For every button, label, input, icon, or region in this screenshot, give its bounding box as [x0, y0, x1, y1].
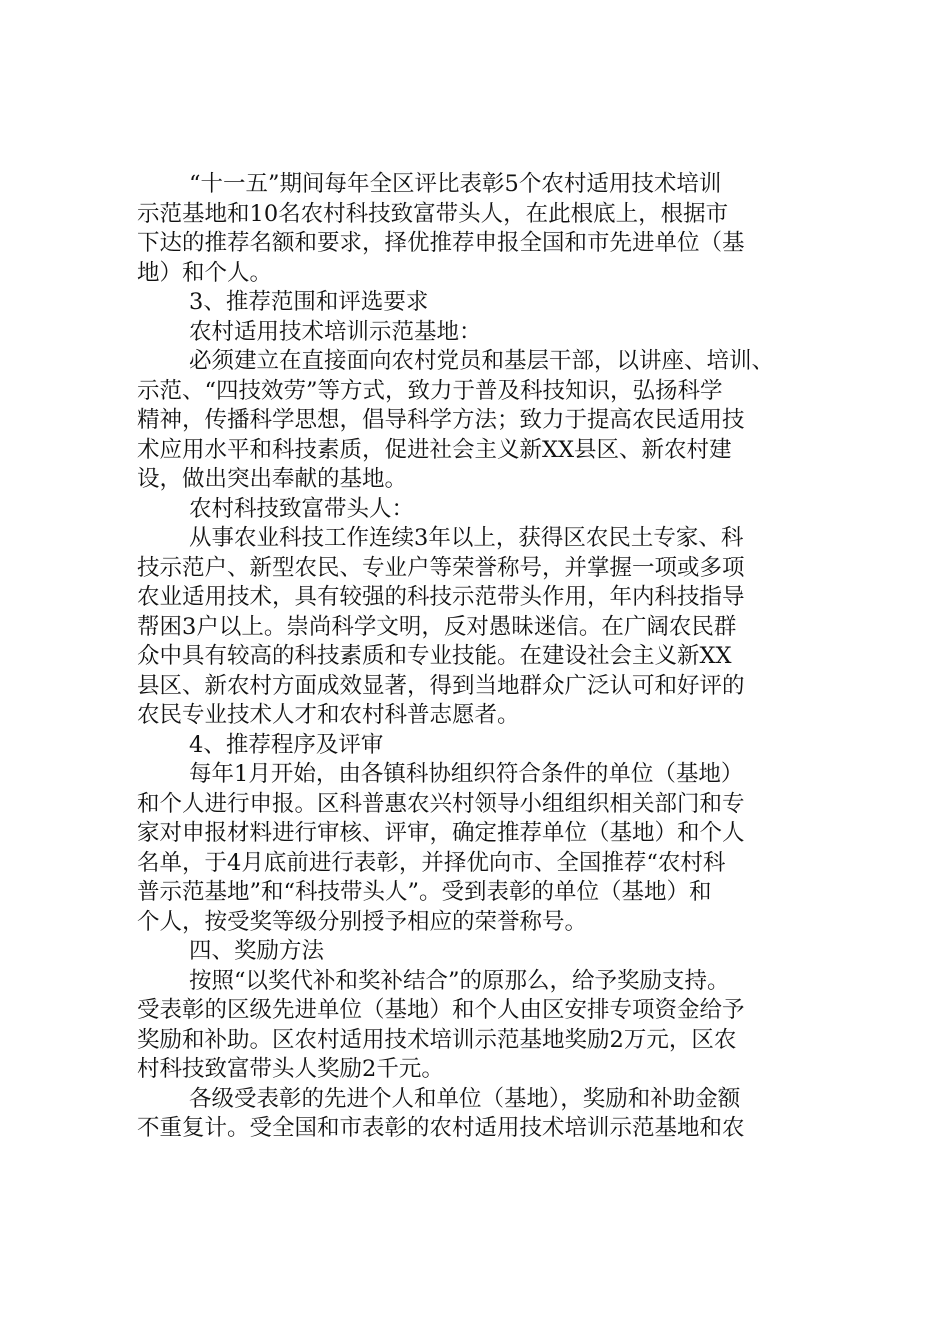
text-line: 农业适用技术，具有较强的科技示范带头作用，年内科技指导 [137, 584, 745, 610]
text-line: 农村科技致富带头人： [189, 495, 415, 522]
text-line: 个人，按受奖等级分别授予相应的荣誉称号。 [137, 908, 588, 935]
text-line: 地）和个人。 [137, 259, 273, 286]
text-line: 按照“以奖代补和奖补结合”的原那么，给予奖励支持。 [189, 967, 730, 994]
text-line: 普示范基地”和“科技带头人”。受到表彰的单位（基地）和 [137, 879, 712, 905]
text-line: “十一五”期间每年全区评比表彰5个农村适用技术培训 [189, 171, 722, 197]
document-body [137, 170, 827, 1144]
text-line: 四、奖励方法 [189, 938, 325, 964]
text-line: 农民专业技术人才和农村科普志愿者。 [137, 702, 520, 728]
text-line: 必须建立在直接面向农村党员和基层干部，以讲座、培训、 [189, 348, 775, 374]
text-line: 县区、新农村方面成效显著，得到当地群众广泛认可和好评的 [137, 672, 745, 699]
text-line: 精神，传播科学思想，倡导科学方法；致力于提高农民适用技 [137, 407, 745, 433]
text-line: 4、推荐程序及评审 [189, 731, 384, 758]
text-line: 受表彰的区级先进单位（基地）和个人由区安排专项资金给予 [137, 997, 745, 1023]
text-line: 技示范户、新型农民、专业户等荣誉称号，并掌握一项或多项 [137, 554, 745, 581]
text-line: 3、推荐范围和评选要求 [189, 289, 429, 315]
text-line: 名单，于4月底前进行表彰，并择优向市、全国推荐“农村科 [137, 849, 726, 876]
text-line: 奖励和补助。区农村适用技术培训示范基地奖励2万元，区农 [137, 1026, 737, 1053]
text-line: 示范基地和10名农村科技致富带头人，在此根底上，根据市 [137, 200, 729, 227]
text-line: 各级受表彰的先进个人和单位（基地），奖励和补助金额 [189, 1085, 741, 1112]
text-line: 和个人进行申报。区科普惠农兴村领导小组组织相关部门和专 [137, 790, 745, 817]
text-line: 村科技致富带头人奖励2千元。 [137, 1056, 444, 1082]
text-line: 农村适用技术培训示范基地： [189, 318, 482, 345]
text-line: 帮困3户以上。崇尚科学文明，反对愚昧迷信。在广阔农民群 [137, 613, 737, 640]
text-line: 从事农业科技工作连续3年以上，获得区农民土专家、科 [189, 525, 744, 551]
text-line: 家对申报材料进行审核、评审，确定推荐单位（基地）和个人 [137, 820, 745, 846]
text-line: 每年1月开始，由各镇科协组织符合条件的单位（基地） [189, 761, 744, 787]
text-line: 示范、“四技效劳”等方式，致力于普及科技知识，弘扬科学 [137, 377, 723, 404]
text-line: 不重复计。受全国和市表彰的农村适用技术培训示范基地和农 [137, 1115, 745, 1141]
text-line: 术应用水平和科技素质，促进社会主义新XX县区、新农村建 [137, 436, 732, 463]
text-line: 设，做出突出奉献的基地。 [137, 466, 408, 492]
text-line: 下达的推荐名额和要求，择优推荐申报全国和市先进单位（基 [137, 230, 745, 256]
text-line: 众中具有较高的科技素质和专业技能。在建设社会主义新XX [137, 643, 732, 669]
